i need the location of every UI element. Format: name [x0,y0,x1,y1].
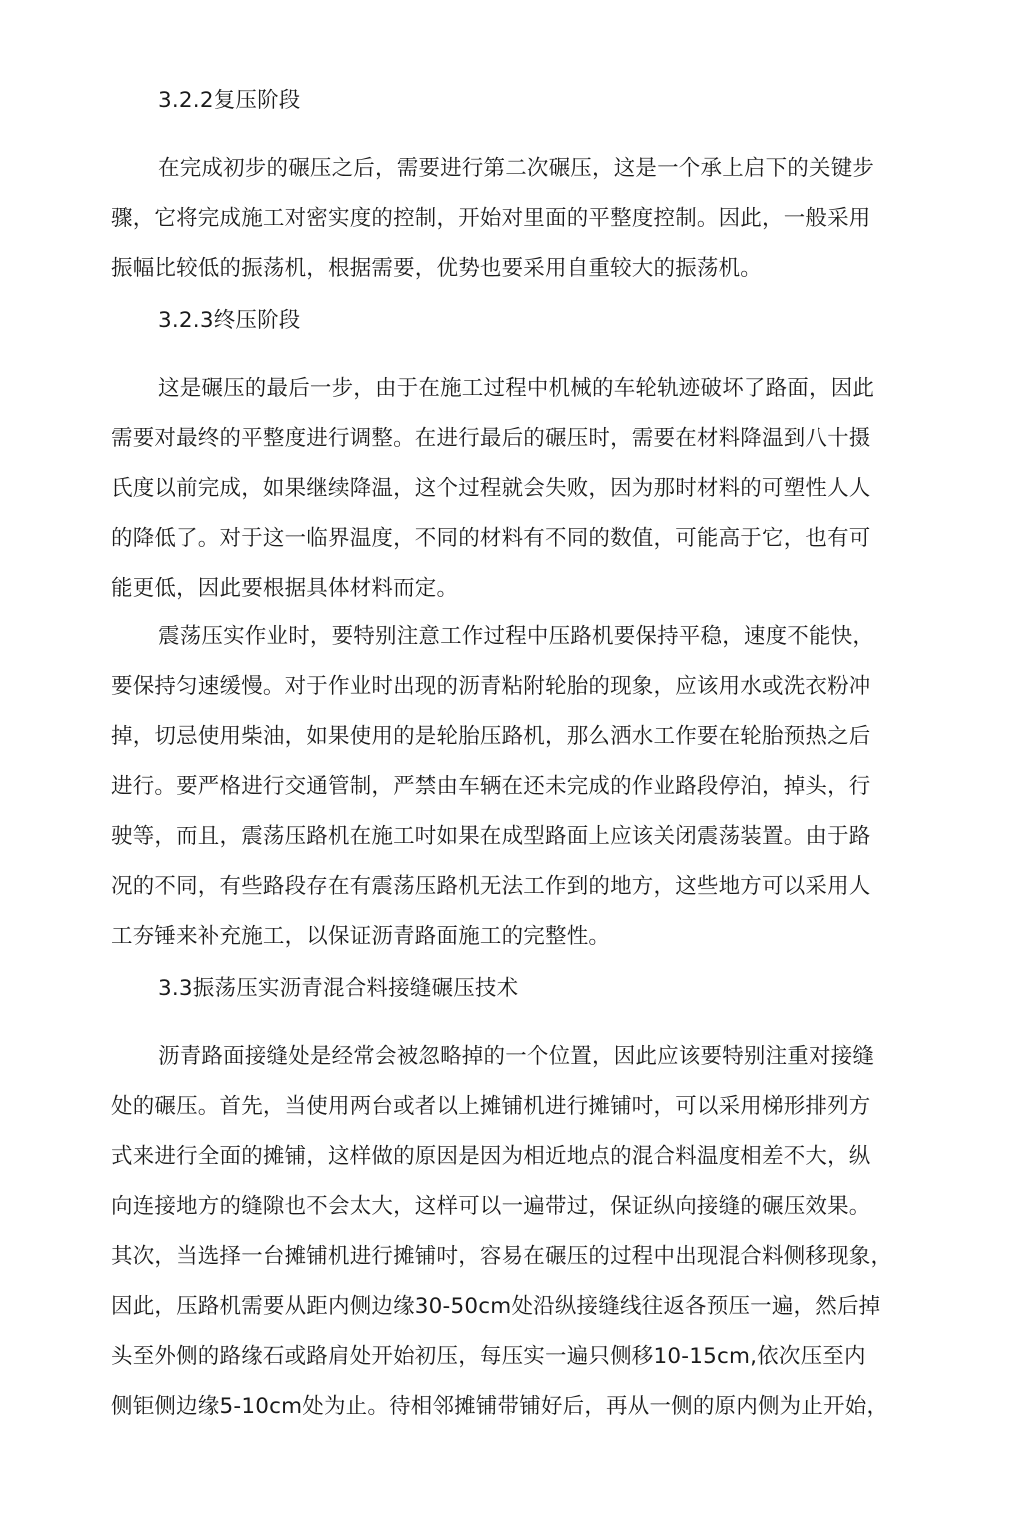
paragraph-line: 在完成初步的碾压之后，需要进行第二次碾压，这是一个承上启下的关键步 [158,156,875,181]
section-heading-3-3: 3.3振荡压实沥青混合料接缝碾压技术 [158,976,519,1001]
paragraph-line: 侧钜侧边缘5-10cm处为止。待相邻摊铺带铺好后，再从一侧的原内侧为止开始， [111,1394,889,1419]
paragraph-line: 式来进行全面的摊铺，这样做的原因是因为相近地点的混合料温度相差不大，纵 [111,1144,871,1169]
paragraph-line: 需要对最终的平整度进行调整。在进行最后的碾压时，需要在材料降温到八十摄 [111,426,871,451]
paragraph-line: 沥青路面接缝处是经常会被忽略掉的一个位置，因此应该要特别注重对接缝 [158,1044,875,1069]
section-heading-3-2-2: 3.2.2复压阶段 [158,88,301,113]
paragraph-line: 要保持匀速缓慢。对于作业时出现的沥青粘附轮胎的现象，应该用水或洗衣粉冲 [111,674,871,699]
paragraph-line: 掉，切忌使用柴油，如果使用的是轮胎压路机，那么洒水工作要在轮胎预热之后 [111,724,871,749]
paragraph-line: 振幅比较低的振荡机，根据需要，优势也要采用自重较大的振荡机。 [111,256,763,281]
paragraph-line: 驶等，而且，震荡压路机在施工吋如果在成型路面上应该关闭震荡装置。由于路 [111,824,871,849]
paragraph-line: 进行。要严格进行交通管制，严禁由车辆在还未完成的作业路段停泊，掉头，行 [111,774,871,799]
paragraph-line: 氏度以前完成，如果继续降温，这个过程就会失败，因为那时材料的可塑性人人 [111,476,871,501]
paragraph-line: 震荡压实作业时，要特别注意工作过程中压路机要保持平稳，速度不能快， [158,624,875,649]
paragraph-line: 能更低，因此要根据具体材料而定。 [111,576,459,601]
paragraph-line: 因此，压路机需要从距内侧边缘30-50cm处沿纵接缝线往返各预压一遍，然后掉 [111,1294,881,1319]
paragraph-line: 处的碾压。首先，当使用两台或者以上摊铺机进行摊铺吋，可以采用梯形排列方 [111,1094,871,1119]
paragraph-line: 的降低了。对于这一临界温度，不同的材料有不同的数值，可能高于它，也有可 [111,526,871,551]
paragraph-line: 况的不同，有些路段存在有震荡压路机无法工作到的地方，这些地方可以采用人 [111,874,871,899]
paragraph-line: 骤，它将完成施工对密实度的控制，开始对里面的平整度控制。因此，一般采用 [111,206,871,231]
paragraph-line: 向连接地方的缝隙也不会太大，这样可以一遍带过，保证纵向接缝的碾压效果。 [111,1194,871,1219]
paragraph-line: 其次，当选择一台摊铺机进行摊铺吋，容易在碾压的过程中出现混合料侧移现象， [111,1244,893,1269]
section-heading-3-2-3: 3.2.3终压阶段 [158,308,301,333]
paragraph-line: 工夯锤来补充施工，以保证沥青路面施工的完整性。 [111,924,611,949]
paragraph-line: 头至外侧的路缘石或路肩处开始初压，每压实一遍只侧移10-15cm,依次压至内 [111,1344,866,1369]
paragraph-line: 这是碾压的最后一步，由于在施工过程中机械的车轮轨迹破坏了路面，因此 [158,376,875,401]
